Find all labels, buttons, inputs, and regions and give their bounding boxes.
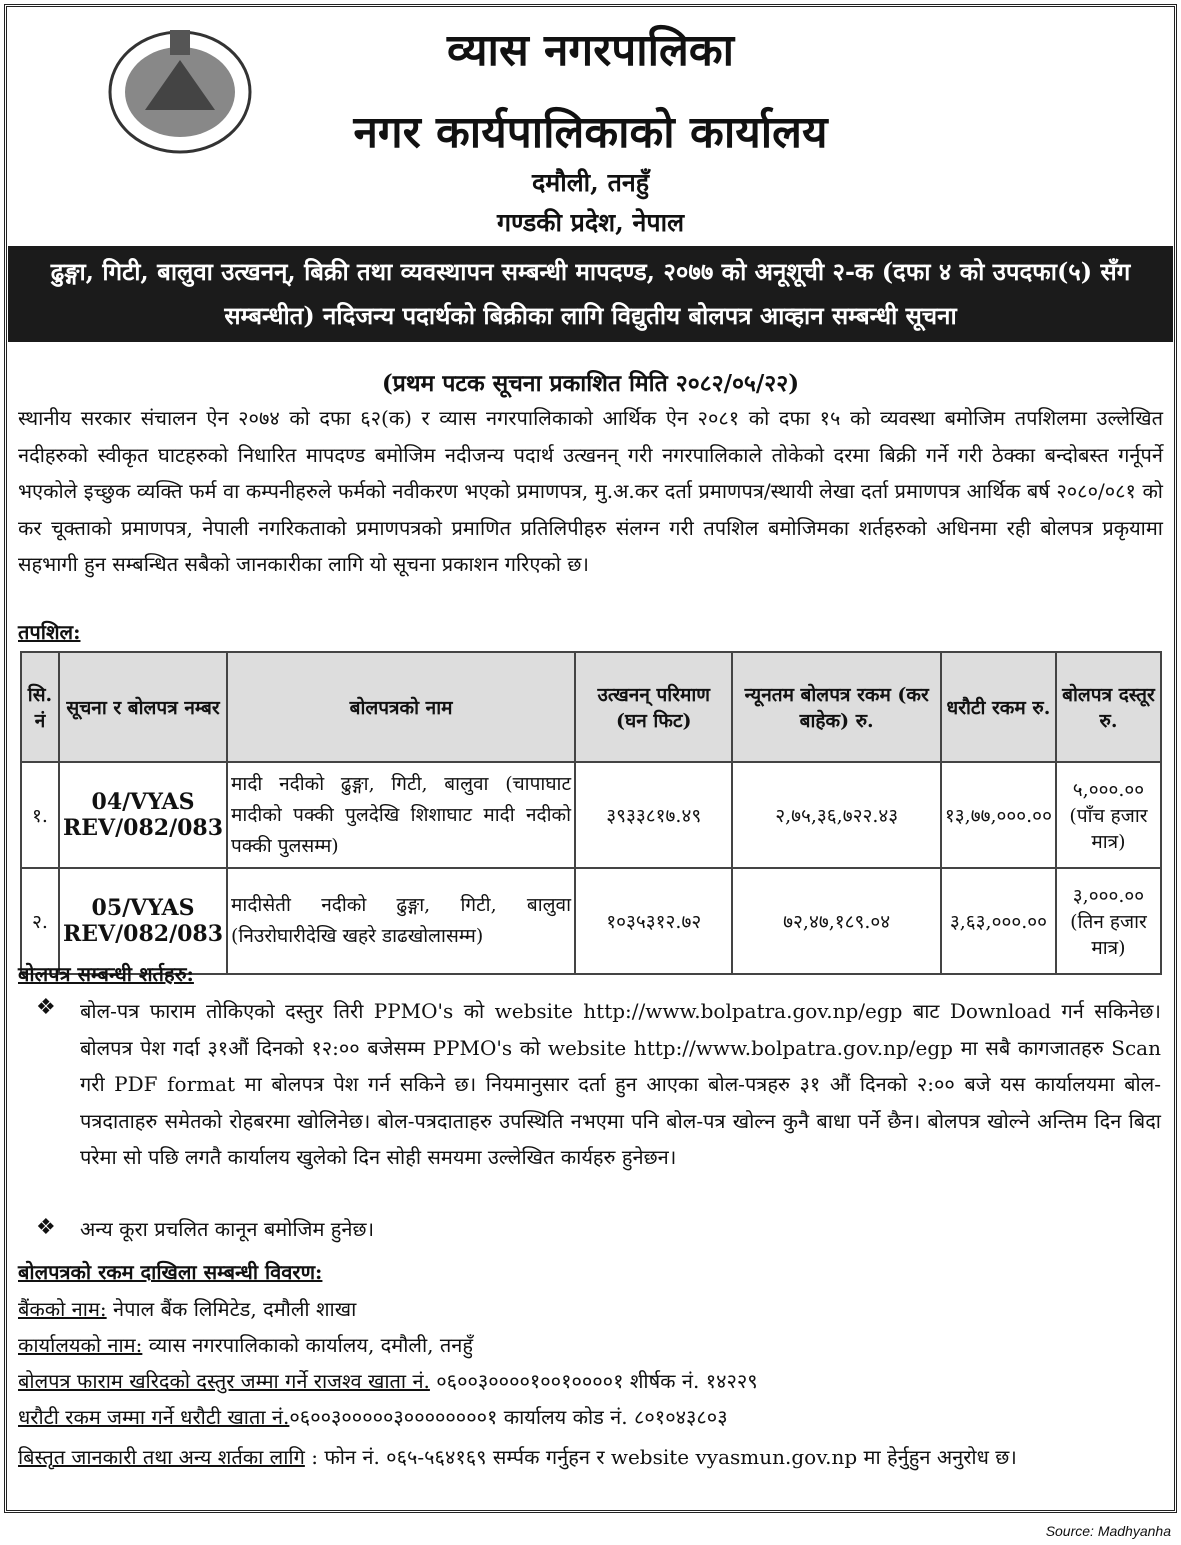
revenue-account-line xyxy=(18,1367,1163,1394)
bank-name-line xyxy=(18,1295,1163,1322)
bank-key: बैंकको नाम: xyxy=(18,1297,107,1321)
deposit-account-line xyxy=(18,1403,1163,1430)
bank-key: कार्यालयको नाम: xyxy=(18,1333,143,1357)
col-name: बोलपत्रको नाम xyxy=(227,652,575,762)
cell-min: ७२,४७,१८९.०४ xyxy=(732,868,940,974)
condition-item: बोल-पत्र फाराम तोकिएको दस्तुर तिरी PPMO's को website http://www.bolpatra.gov.np/egp बाट Download गर्न सकिनेछ। बोलपत्र पेश गर्दा ३१औं दिनको १२:०० बजेसम्म PPMO's को website http://www.bolpatra.gov.np/egp मा सबै कागजातहरु Scan गरी PDF format मा बोलपत्र पेश गर्न सकिने छ। नियमानुसार दर्ता हुन आएका बोल-पत्रहरु ३१ औं दिनको २:०० बजे यस कार्यालयमा बोल-पत्रदाताहरु समेतको रोहबरमा खोलिनेछ। बोल-पत्रदाताहरु उपस्थिति नभएमा पनि बोल-पत्र खोल्न कुनै बाधा पर्ने छैन। बोलपत्र खोल्ने अन्तिम दिन बिदा परेमा सो पछि लगतै कार्यालय खुलेको दिन सोही समयमा उल्लेखित कार्यहरु हुनेछन। xyxy=(80,999,1161,1169)
notice-banner: ढुङ्गा, गिटी, बालुवा उत्खनन्, बिक्री तथा व्यवस्थापन सम्बन्धी मापदण्ड, २०७७ को अनूशूची २-क (दफा ४ को उपदफा(५) सँग सम्बन्धीत) नदिजन्य पदार्थको बिक्रीका लागि विद्युतीय बोलपत्र आव्हान सम्बन्धी सूचना xyxy=(8,246,1173,342)
col-deposit: धरौटी रकम रु. xyxy=(941,652,1056,762)
org-title: व्यास नगरपालिका xyxy=(446,25,735,76)
table-header xyxy=(21,652,1161,762)
condition-item: अन्य कूरा प्रचलित कानून बमोजिम हुनेछ। xyxy=(80,1217,375,1241)
contact-line xyxy=(18,1439,1163,1475)
source-credit: Source: Madhyanha xyxy=(1045,1523,1171,1539)
bank-value: ०६००३०००००३००००००००१ कार्यालय कोड नं. ८०१०४३८०३ xyxy=(289,1405,728,1429)
bank-value: नेपाल बैंक लिमिटेड, दमौली शाखा xyxy=(106,1297,357,1321)
bank-key: बोलपत्र फाराम खरिदको दस्तुर जम्मा गर्ने राजश्व खाता नं. xyxy=(18,1369,430,1393)
cell-fee xyxy=(1056,762,1161,868)
col-qty: उत्खनन् परिमाण (घन फिट) xyxy=(575,652,732,762)
fee-words: (पाँच हजार मात्र) xyxy=(1069,805,1148,853)
col-min: न्यूनतम बोलपत्र रकम (कर बाहेक) रु. xyxy=(732,652,940,762)
cell-qty: १०३५३१२.७२ xyxy=(575,868,732,974)
ref-line2: REV/082/083 xyxy=(63,921,224,947)
ref-line1: 04/VYAS xyxy=(91,789,195,815)
diamond-bullet-icon: ❖ xyxy=(36,1215,56,1240)
province: गण्डकी प्रदेश, नेपाल xyxy=(496,208,685,237)
published-date: (प्रथम पटक सूचना प्रकाशित मिति २०८२/०५/२२) xyxy=(381,370,800,397)
col-sn: सि. नं xyxy=(21,652,59,762)
office-name-line xyxy=(18,1331,1163,1358)
bank-value: व्यास नगरपालिकाको कार्यालय, दमौली, तनहुँ xyxy=(142,1333,474,1357)
bank-value: : फोन नं. ०६५-५६४१६९ सर्म्पक गर्नुहन र website vyasmun.gov.np मा हेर्नुहुन अनुरोध छ। xyxy=(304,1445,1017,1469)
ref-line1: 05/VYAS xyxy=(91,895,195,921)
ref-line2: REV/082/083 xyxy=(63,815,224,841)
table-row xyxy=(21,868,1161,974)
intro-paragraph: स्थानीय सरकार संचालन ऐन २०७४ को दफा ६२(क) र व्यास नगरपालिकाको आर्थिक ऐन २०८१ को दफा १५ को व्यवस्था बमोजिम तपशिलमा उल्लेखित नदीहरुको स्वीकृत घाटहरुको निधारित मापदण्ड बमोजिम नदीजन्य पदार्थ उत्खनन् गरी नगरपालिकाले तोकेको दरमा बिक्री गर्ने गरी ठेक्का बन्दोबस्त गर्नूपर्ने भएकोले इच्छुक व्यक्ति फर्म वा कम्पनीहरुले फर्मको नवीकरण भएको प्रमाणपत्र, मु.अ.कर दर्ता प्रमाणपत्र/स्थायी लेखा दर्ता प्रमाणपत्र आर्थिक बर्ष २०८०/०८१ को कर चूक्ताको प्रमाणपत्र, नेपाली नगरिकताको प्रमाणपत्रको प्रमाणित प्रतिलिपीहरु संलग्न गरी तपशिल बमोजिमका शर्तहरुको अधिनमा रही बोलपत्र प्रकृयामा सहभागी हुन सम्बन्धित सबैको जानकारीका लागि यो सूचना प्रकाशन गरिएको छ। xyxy=(18,406,1163,576)
cell-qty: ३९३३८१७.४९ xyxy=(575,762,732,868)
cell-ref xyxy=(59,762,227,868)
cell-fee xyxy=(1056,868,1161,974)
fee-amount: ५,०००.०० xyxy=(1072,779,1145,801)
cell-name: मादीसेती नदीको ढुङ्गा, गिटी, बालुवा (निउरोघारीदेखि खहरे डाढखोलासम्म) xyxy=(227,868,575,974)
office-title: नगर कार्यपालिकाको कार्यालय xyxy=(353,107,828,158)
col-ref: सूचना र बोलपत्र नम्बर xyxy=(59,652,227,762)
tender-table xyxy=(20,651,1162,975)
conditions-label: बोलपत्र सम्बन्धी शर्तहरु: xyxy=(18,962,194,986)
cell-ref xyxy=(59,868,227,974)
bank-value: ०६००३००००१००१००००१ शीर्षक नं. १४२२९ xyxy=(429,1369,758,1393)
cell-sn: १. xyxy=(21,762,59,868)
cell-deposit: ३,६३,०००.०० xyxy=(941,868,1056,974)
cell-sn: २. xyxy=(21,868,59,974)
cell-deposit: १३,७७,०००.०० xyxy=(941,762,1056,868)
cell-min: २,७५,३६,७२२.४३ xyxy=(732,762,940,868)
bank-key: धरौटी रकम जम्मा गर्ने धरौटी खाता नं. xyxy=(18,1405,290,1429)
fee-words: (तिन हजार मात्र) xyxy=(1070,911,1147,959)
bank-key: बिस्तृत जानकारी तथा अन्य शर्तका लागि xyxy=(18,1445,305,1469)
col-fee: बोलपत्र दस्तूर रु. xyxy=(1056,652,1161,762)
deposit-label: बोलपत्रको रकम दाखिला सम्बन्धी विवरण: xyxy=(18,1260,323,1284)
diamond-bullet-icon: ❖ xyxy=(36,995,56,1020)
location: दमौली, तनहुँ xyxy=(532,168,649,197)
cell-name: मादी नदीको ढुङ्गा, गिटी, बालुवा (चापाघाट मादीको पक्की पुलदेखि शिशाघाट मादी नदीको पक्की पुलसम्म) xyxy=(227,762,575,868)
table-row xyxy=(21,762,1161,868)
schedule-label: तपशिल: xyxy=(18,620,81,644)
fee-amount: ३,०००.०० xyxy=(1072,885,1145,907)
